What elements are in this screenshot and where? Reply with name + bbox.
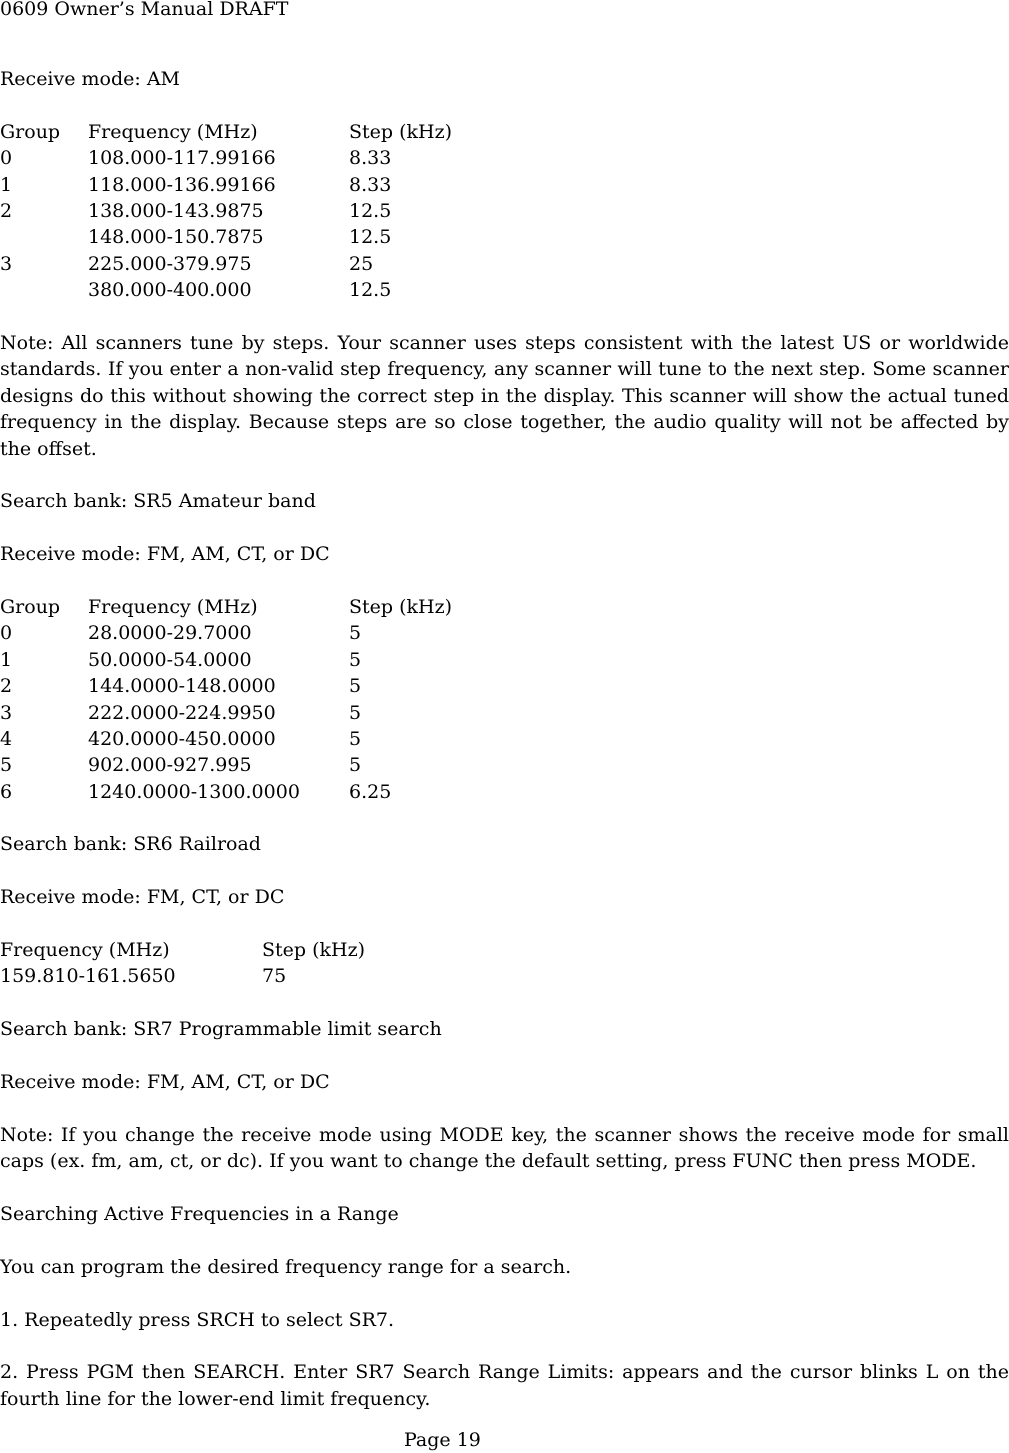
table-cell: 5 (349, 622, 362, 645)
table-header-row (0, 937, 1009, 963)
table-cell: 118.000-136.99166 (88, 173, 276, 196)
table-cell: 5 (0, 754, 13, 777)
table-cell: 0 (0, 147, 13, 170)
page-header: 0609 Owner’s Manual DRAFT (0, 0, 289, 20)
table-cell: 5 (349, 727, 362, 750)
table-cell: Step (kHz) (262, 939, 366, 962)
frequency-table (0, 119, 1009, 304)
paragraph: Receive mode: FM, CT, or DC (0, 886, 285, 909)
table-cell: 3 (0, 252, 13, 275)
table-cell: Step (kHz) (349, 595, 453, 618)
table-cell: 222.0000-224.9950 (88, 701, 276, 724)
paragraph: Receive mode: AM (0, 68, 181, 90)
table-cell: 6 (0, 780, 13, 803)
table-cell: 12.5 (349, 279, 392, 302)
page-number: Page 19 (404, 1429, 481, 1451)
table-cell: 225.000-379.975 (88, 252, 252, 275)
table-cell: 5 (349, 754, 362, 777)
table-cell: Group (0, 595, 61, 618)
frequency-table (0, 937, 1009, 990)
table-row (0, 172, 1009, 198)
table-row (0, 726, 1009, 752)
table-cell: 1240.0000-1300.0000 (88, 780, 300, 803)
table-row (0, 963, 1009, 989)
table-cell (0, 277, 88, 303)
paragraph: Receive mode: FM, AM, CT, or DC (0, 543, 330, 566)
table-row (0, 224, 1009, 250)
table-cell: 6.25 (349, 780, 392, 803)
frequency-table (0, 594, 1009, 805)
table-cell: 2 (0, 199, 13, 222)
table-cell: 1 (0, 648, 13, 671)
table-row (0, 277, 1009, 303)
table-header-row (0, 119, 1009, 145)
table-cell: 12.5 (349, 199, 392, 222)
table-cell: 50.0000-54.0000 (88, 648, 252, 671)
table-row (0, 752, 1009, 778)
table-cell: 12.5 (349, 226, 392, 249)
table-cell: 380.000-400.000 (88, 279, 252, 302)
paragraph: 2. Press PGM then SEARCH. Enter SR7 Search Range Limits: appears and the cursor blinks L on the fourth line for the lower-end limit frequency. (0, 1361, 1009, 1410)
table-row (0, 779, 1009, 805)
table-row (0, 251, 1009, 277)
table-cell (0, 224, 88, 250)
table-row (0, 700, 1009, 726)
table-cell: 1 (0, 173, 13, 196)
table-cell: 0 (0, 622, 13, 645)
table-cell: 5 (349, 675, 362, 698)
table-cell: 902.000-927.995 (88, 754, 252, 777)
table-row (0, 647, 1009, 673)
paragraph: You can program the desired frequency range for a search. (0, 1255, 572, 1278)
table-cell: 75 (262, 965, 287, 988)
table-cell: Frequency (MHz) (88, 595, 258, 618)
paragraph: Search bank: SR6 Railroad (0, 833, 261, 856)
table-row (0, 145, 1009, 171)
paragraph: Searching Active Frequencies in a Range (0, 1203, 399, 1226)
table-cell: 25 (349, 252, 374, 275)
table-cell: 2 (0, 675, 13, 698)
table-cell: Frequency (MHz) (88, 120, 258, 143)
table-cell: 8.33 (349, 173, 392, 196)
table-cell: 420.0000-450.0000 (88, 727, 276, 750)
paragraph: Note: All scanners tune by steps. Your scanner uses steps consistent with the latest US or worldwide standards. If you enter a non-valid step frequency, any scanner will tune to the next step. Some scanner designs do this without showing the correct step in the display. This scanner will show the actual tuned frequency in the display. Because steps are so close together, the audio quality will not be affected by the offset. (0, 331, 1009, 460)
table-cell: 108.000-117.99166 (88, 147, 276, 170)
table-cell: 144.0000-148.0000 (88, 675, 276, 698)
table-row (0, 673, 1009, 699)
table-cell: Group (0, 120, 61, 143)
table-row (0, 198, 1009, 224)
table-cell: 5 (349, 648, 362, 671)
page-content (0, 66, 1009, 1439)
paragraph: Note: If you change the receive mode using MODE key, the scanner shows the receive mode for small caps (ex. fm, am, ct, or dc). If you want to change the default setting, press FUNC then press MODE. (0, 1123, 1009, 1173)
table-cell: Step (kHz) (349, 120, 453, 143)
paragraph: Receive mode: FM, AM, CT, or DC (0, 1071, 330, 1094)
table-cell: 4 (0, 727, 13, 750)
table-cell: 5 (349, 701, 362, 724)
table-cell: 138.000-143.9875 (88, 199, 264, 222)
paragraph: Search bank: SR7 Programmable limit search (0, 1018, 442, 1041)
table-cell: Frequency (MHz) (0, 939, 170, 962)
table-cell: 3 (0, 701, 13, 724)
paragraph: Search bank: SR5 Amateur band (0, 490, 316, 513)
paragraph: 1. Repeatedly press SRCH to select SR7. (0, 1308, 395, 1331)
table-cell: 159.810-161.5650 (0, 965, 176, 988)
table-row (0, 620, 1009, 646)
table-cell: 148.000-150.7875 (88, 226, 264, 249)
table-cell: 28.0000-29.7000 (88, 622, 252, 645)
table-header-row (0, 594, 1009, 620)
table-cell: 8.33 (349, 147, 392, 170)
